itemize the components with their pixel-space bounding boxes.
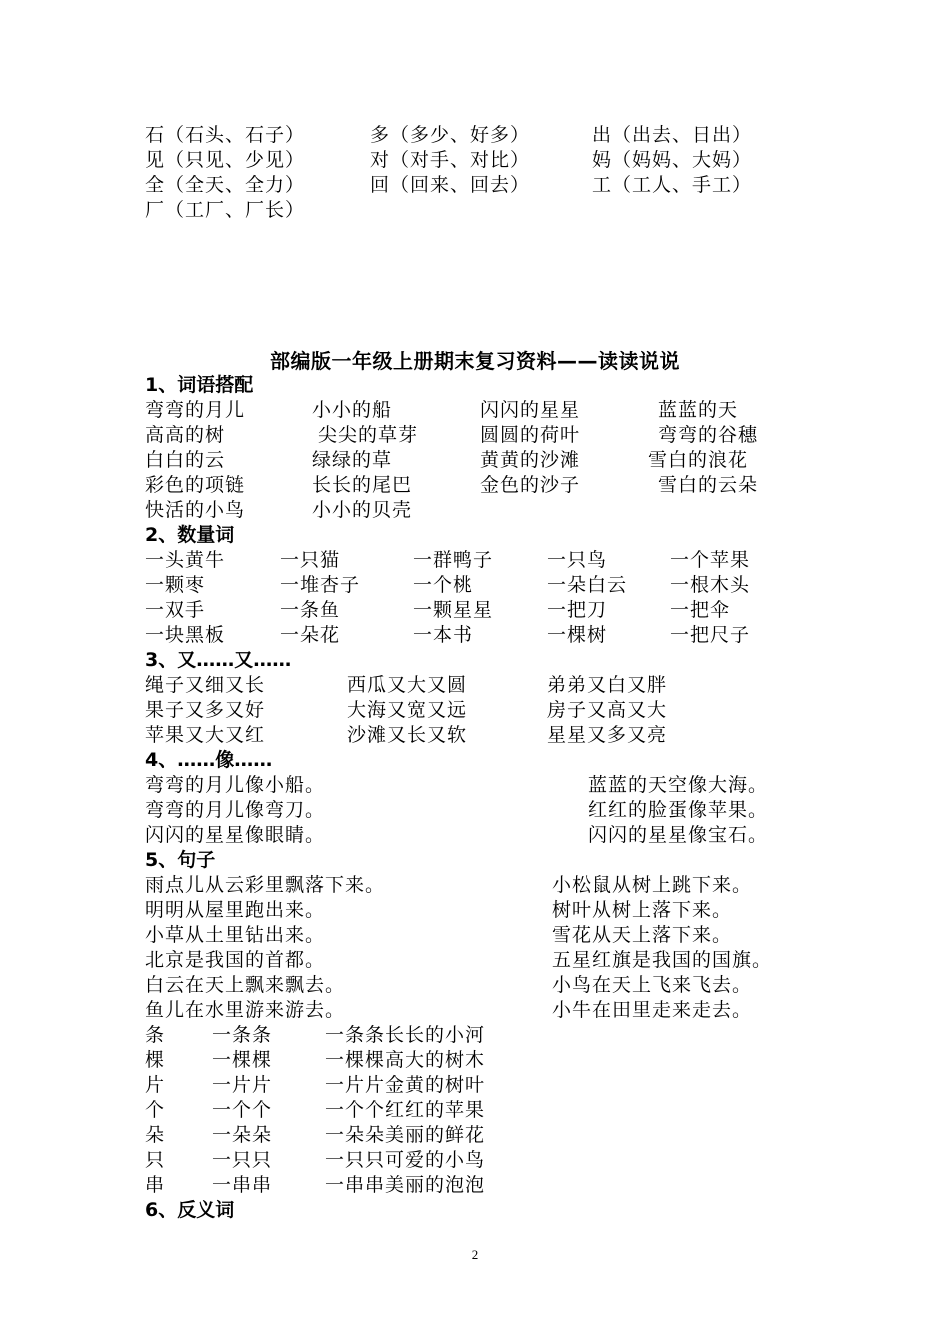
measure-word: 一把伞 (670, 599, 731, 621)
phrase: 闪闪的星星 (480, 399, 581, 421)
phrase: 弯弯的谷穗 (658, 424, 759, 446)
phrase: 雪白的云朵 (658, 474, 759, 496)
phrase-row (145, 723, 845, 748)
measure-word: 一头黄牛 (145, 549, 226, 571)
phrase: 房子又高又大 (547, 699, 668, 721)
phrase: 绳子又细又长 (145, 674, 266, 696)
measure-phrase-row (145, 1048, 845, 1073)
phrase: 圆圆的荷叶 (480, 424, 581, 446)
phrase-row (145, 398, 845, 423)
sentence: 明明从屋里跑出来。 (145, 899, 326, 921)
measure-phrase-row (145, 1148, 845, 1173)
sentence: 雨点儿从云彩里飘落下来。 (145, 874, 386, 896)
sentence: 闪闪的星星像眼睛。 (145, 824, 326, 846)
measure-repeat: 一个个 (212, 1099, 273, 1121)
measure-repeat: 一串串 (212, 1174, 273, 1196)
measure-phrase: 一个个红红的苹果 (325, 1099, 486, 1121)
sentence: 小牛在田里走来走去。 (552, 999, 753, 1021)
sentence: 北京是我国的首都。 (145, 949, 326, 971)
measure-word: 一块黑板 (145, 624, 226, 646)
measure-word-row (145, 598, 845, 623)
phrase: 蓝蓝的天 (658, 399, 739, 421)
phrase: 小小的船 (312, 399, 393, 421)
sentence: 白云在天上飘来飘去。 (145, 974, 346, 996)
measure-word: 一朵花 (280, 624, 341, 646)
measure-repeat: 一条条 (212, 1024, 273, 1046)
sentence: 弯弯的月儿像弯刀。 (145, 799, 326, 821)
word-entry: 见（只见、少见） (145, 149, 306, 171)
word-entry: 工（工人、手工） (592, 174, 753, 196)
phrase: 黄黄的沙滩 (480, 449, 581, 471)
sentence: 小草从土里钻出来。 (145, 924, 326, 946)
measure-phrase: 一片片金黄的树叶 (325, 1074, 486, 1096)
phrase: 果子又多又好 (145, 699, 266, 721)
word-entry: 多（多少、好多） (370, 124, 531, 146)
phrase: 弟弟又白又胖 (547, 674, 668, 696)
section-heading: 2、数量词 (145, 524, 235, 546)
measure-word: 一根木头 (670, 574, 751, 596)
measure-repeat: 一片片 (212, 1074, 273, 1096)
phrase: 金色的沙子 (480, 474, 581, 496)
measure-char: 条 (145, 1024, 166, 1046)
phrase: 苹果又大又红 (145, 724, 266, 746)
sentence: 红红的脸蛋像苹果。 (588, 799, 769, 821)
measure-phrase-row (145, 1098, 845, 1123)
phrase: 尖尖的草芽 (318, 424, 419, 446)
measure-word: 一个桃 (413, 574, 474, 596)
top-row (145, 198, 845, 223)
section-heading: 1、词语搭配 (145, 374, 254, 396)
measure-phrase-row (145, 1073, 845, 1098)
measure-word-row (145, 548, 845, 573)
phrase: 沙滩又长又软 (347, 724, 468, 746)
phrase: 弯弯的月儿 (145, 399, 246, 421)
measure-phrase-row (145, 1173, 845, 1198)
phrase: 西瓜又大又圆 (347, 674, 468, 696)
page-number: 2 (471, 1247, 479, 1262)
sentence-row (145, 998, 845, 1023)
top-row (145, 148, 845, 173)
measure-phrase-row (145, 1123, 845, 1148)
measure-char: 朵 (145, 1124, 166, 1146)
phrase-row (145, 473, 845, 498)
measure-phrase: 一棵棵高大的树木 (325, 1049, 486, 1071)
phrase: 白白的云 (145, 449, 226, 471)
sentence: 树叶从树上落下来。 (552, 899, 733, 921)
sentence-row (145, 773, 845, 798)
sentence: 五星红旗是我国的国旗。 (552, 949, 773, 971)
phrase: 快活的小鸟 (145, 499, 246, 521)
measure-word: 一本书 (413, 624, 474, 646)
phrase-row (145, 448, 845, 473)
measure-word: 一朵白云 (547, 574, 628, 596)
sentence-row (145, 973, 845, 998)
phrase-row (145, 498, 845, 523)
section-heading: 5、句子 (145, 849, 216, 871)
phrase: 彩色的项链 (145, 474, 246, 496)
phrase-row (145, 698, 845, 723)
word-entry: 厂（工厂、厂长） (145, 199, 306, 221)
sentence-row (145, 923, 845, 948)
measure-word: 一条鱼 (280, 599, 341, 621)
phrase: 长长的尾巴 (312, 474, 413, 496)
measure-char: 串 (145, 1174, 166, 1196)
measure-char: 只 (145, 1149, 166, 1171)
section-heading: 6、反义词 (145, 1199, 235, 1221)
measure-repeat: 一只只 (212, 1149, 273, 1171)
page-title: 部编版一年级上册期末复习资料——读读说说 (270, 349, 680, 373)
measure-char: 棵 (145, 1049, 166, 1071)
phrase: 雪白的浪花 (648, 449, 749, 471)
measure-phrase: 一朵朵美丽的鲜花 (325, 1124, 486, 1146)
phrase: 绿绿的草 (312, 449, 393, 471)
phrase: 大海又宽又远 (347, 699, 468, 721)
measure-word: 一颗星星 (413, 599, 494, 621)
measure-word: 一堆杏子 (280, 574, 361, 596)
phrase: 高高的树 (145, 424, 226, 446)
sentence: 鱼儿在水里游来游去。 (145, 999, 346, 1021)
measure-char: 个 (145, 1099, 166, 1121)
sentence-row (145, 898, 845, 923)
measure-repeat: 一朵朵 (212, 1124, 273, 1146)
sentence-row (145, 798, 845, 823)
word-entry: 回（回来、回去） (370, 174, 531, 196)
measure-repeat: 一棵棵 (212, 1049, 273, 1071)
sentence: 小松鼠从树上跳下来。 (552, 874, 753, 896)
measure-word-row (145, 573, 845, 598)
measure-word: 一只猫 (280, 549, 341, 571)
word-entry: 石（石头、石子） (145, 124, 306, 146)
word-entry: 出（出去、日出） (592, 124, 753, 146)
sentence: 小鸟在天上飞来飞去。 (552, 974, 753, 996)
sentence: 弯弯的月儿像小船。 (145, 774, 326, 796)
measure-word: 一把刀 (547, 599, 608, 621)
word-entry: 全（全天、全力） (145, 174, 306, 196)
sentence-row (145, 873, 845, 898)
measure-word: 一颗枣 (145, 574, 206, 596)
measure-word: 一群鸭子 (413, 549, 494, 571)
phrase-row (145, 673, 845, 698)
sentence: 闪闪的星星像宝石。 (588, 824, 769, 846)
top-row (145, 123, 845, 148)
measure-phrase: 一串串美丽的泡泡 (325, 1174, 486, 1196)
word-entry: 妈（妈妈、大妈） (592, 149, 753, 171)
measure-char: 片 (145, 1074, 166, 1096)
measure-word-row (145, 623, 845, 648)
measure-word: 一只鸟 (547, 549, 608, 571)
sentence-row (145, 948, 845, 973)
measure-word: 一把尺子 (670, 624, 751, 646)
sentence-row (145, 823, 845, 848)
sentence: 蓝蓝的天空像大海。 (588, 774, 769, 796)
phrase: 星星又多又亮 (547, 724, 668, 746)
measure-phrase: 一条条长长的小河 (325, 1024, 486, 1046)
section-heading: 3、又……又…… (145, 649, 292, 671)
measure-word: 一个苹果 (670, 549, 751, 571)
phrase: 小小的贝壳 (312, 499, 413, 521)
measure-phrase: 一只只可爱的小鸟 (325, 1149, 486, 1171)
word-entry: 对（对手、对比） (370, 149, 531, 171)
measure-word: 一双手 (145, 599, 206, 621)
phrase-row (145, 423, 845, 448)
measure-phrase-row (145, 1023, 845, 1048)
sentence: 雪花从天上落下来。 (552, 924, 733, 946)
top-row (145, 173, 845, 198)
measure-word: 一棵树 (547, 624, 608, 646)
section-heading: 4、……像…… (145, 749, 273, 771)
